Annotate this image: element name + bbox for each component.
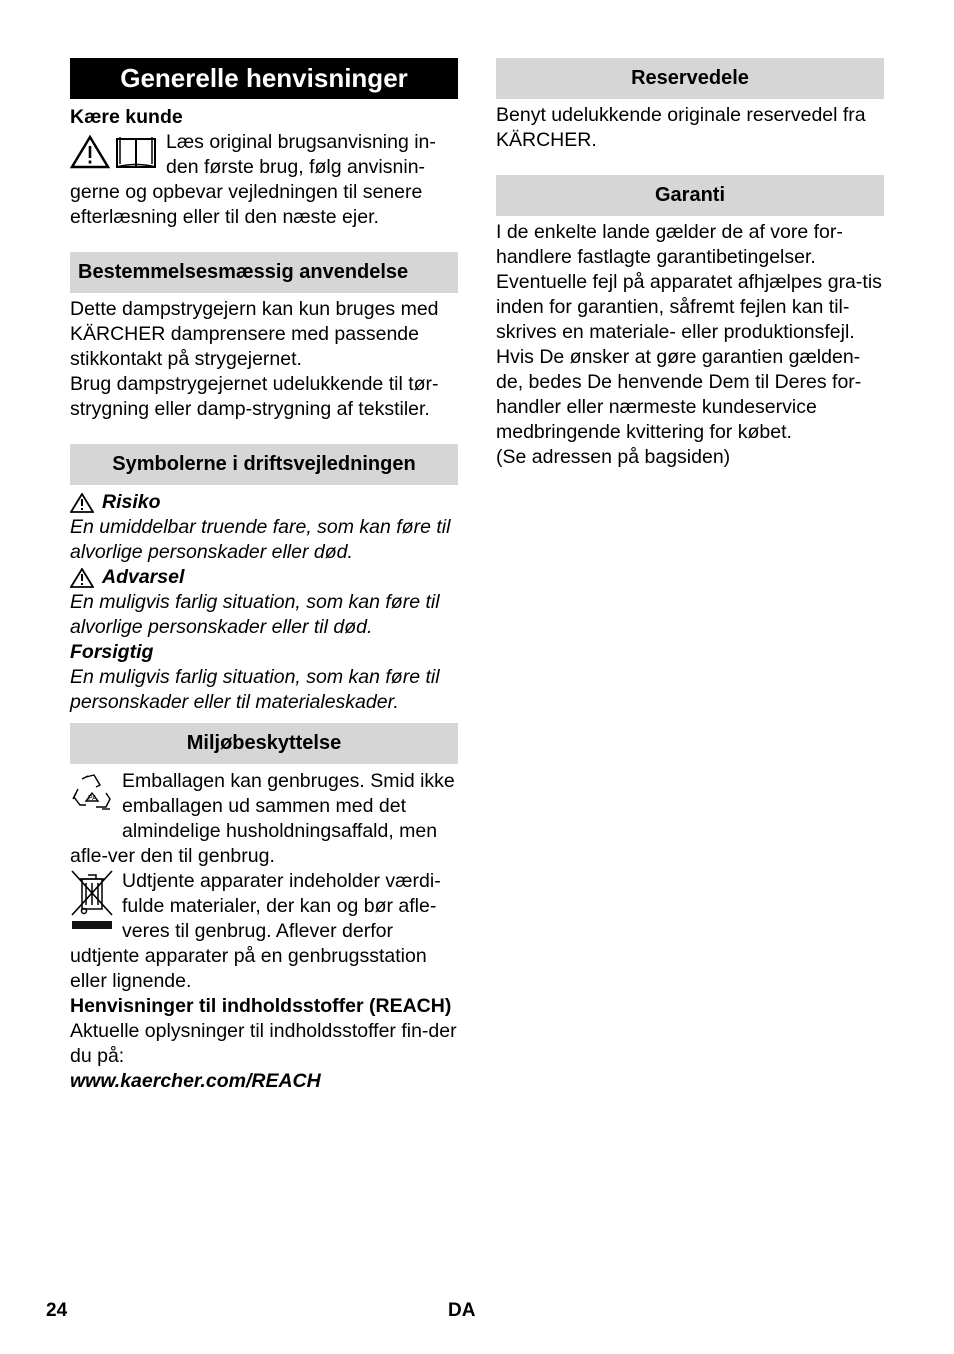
recycle-icon [70, 771, 114, 822]
left-column [70, 58, 458, 1094]
reach-link[interactable]: www.kaercher.com/REACH [70, 1070, 321, 1092]
warning-text: En muligvis farlig situation, som kan føre til alvorlige personskader eller til død. [70, 591, 440, 638]
caution-text: En muligvis farlig situation, som kan føre til personskader eller til materialeskader. [70, 666, 440, 713]
recycle-text: Emballagen kan genbruges. Smid ikke emballagen ud sammen med det almindelige husholdningsaffald, men afle-ver den til genbrug. [70, 770, 455, 867]
warning-triangle-icon [70, 568, 94, 588]
warning-label-row [70, 565, 458, 590]
language-code: DA [448, 1300, 476, 1321]
recycle-block [70, 769, 458, 869]
risk-label: Risiko [102, 491, 161, 513]
greeting: Kære kunde [70, 106, 183, 128]
heading-environment: Miljøbeskyttelse [70, 723, 458, 764]
svg-text:PA: PA [88, 795, 97, 802]
risk-label-row [70, 490, 458, 515]
heading-spare-parts: Reservedele [496, 58, 884, 99]
warranty-text: I de enkelte lande gælder de af vore for-handlere fastlagte garantibetingelser. Eventuelle fejl på apparatet afhjælpes gra-tis inden for garantien, såfremt fejlen kan til-skrives en materiale- eller produktionsfejl. Hvis De ønsker at gøre garantien gælden-de, bedes De henvende Dem til Deres for-handler eller nærmeste kundeservice medbringende kvittering for købet. [496, 221, 882, 443]
weee-block [70, 869, 458, 994]
heading-symbols: Symbolerne i driftsvejledningen [70, 444, 458, 485]
warranty-note: (Se adressen på bagsiden) [496, 446, 731, 468]
caution-label: Forsigtig [70, 641, 154, 663]
intro-text: gerne og opbevar vejledningen til senere efterlæsning eller til den næste ejer. [70, 181, 423, 228]
manual-book-icon [116, 137, 156, 167]
warning-label: Advarsel [102, 566, 185, 588]
page-number: 24 [46, 1300, 68, 1321]
reach-heading: Henvisninger til indholdsstoffer (REACH) [70, 995, 452, 1017]
weee-text: Udtjente apparater indeholder værdi-fulde materialer, der kan og bør afle-veres til genbrug. Aflever derfor udtjente apparater på en genbrugsstation eller lignende. [70, 870, 441, 992]
warning-triangle-icon [70, 134, 158, 170]
heading-warranty: Garanti [496, 175, 884, 216]
spare-parts-text: Benyt udelukkende originale reservedel fra KÄRCHER. [496, 104, 866, 151]
right-column [496, 58, 884, 470]
use-paragraph-2: Brug dampstrygejernet udelukkende til tør-strygning eller damp-strygning af tekstiler. [70, 373, 439, 420]
heading-intended-use: Bestemmelsesmæssig anvendelse [70, 252, 458, 293]
risk-text: En umiddelbar truende fare, som kan føre til alvorlige personskader eller død. [70, 516, 451, 563]
intro-block [70, 130, 458, 230]
intro-line-2: den første brug, følg anvisnin- [166, 156, 426, 178]
use-paragraph-1: Dette dampstrygejern kan kun bruges med KÄRCHER damprensere med passende stikkontakt på strygejernet. [70, 298, 439, 370]
intro-line-1: Læs original brugsanvisning in- [166, 131, 436, 153]
crossed-bin-icon [70, 869, 114, 938]
page-title: Generelle henvisninger [70, 58, 458, 99]
warning-triangle-icon [70, 493, 94, 513]
intro-icons [70, 134, 158, 177]
reach-text: Aktuelle oplysninger til indholdsstoffer fin-der du på: [70, 1020, 457, 1067]
